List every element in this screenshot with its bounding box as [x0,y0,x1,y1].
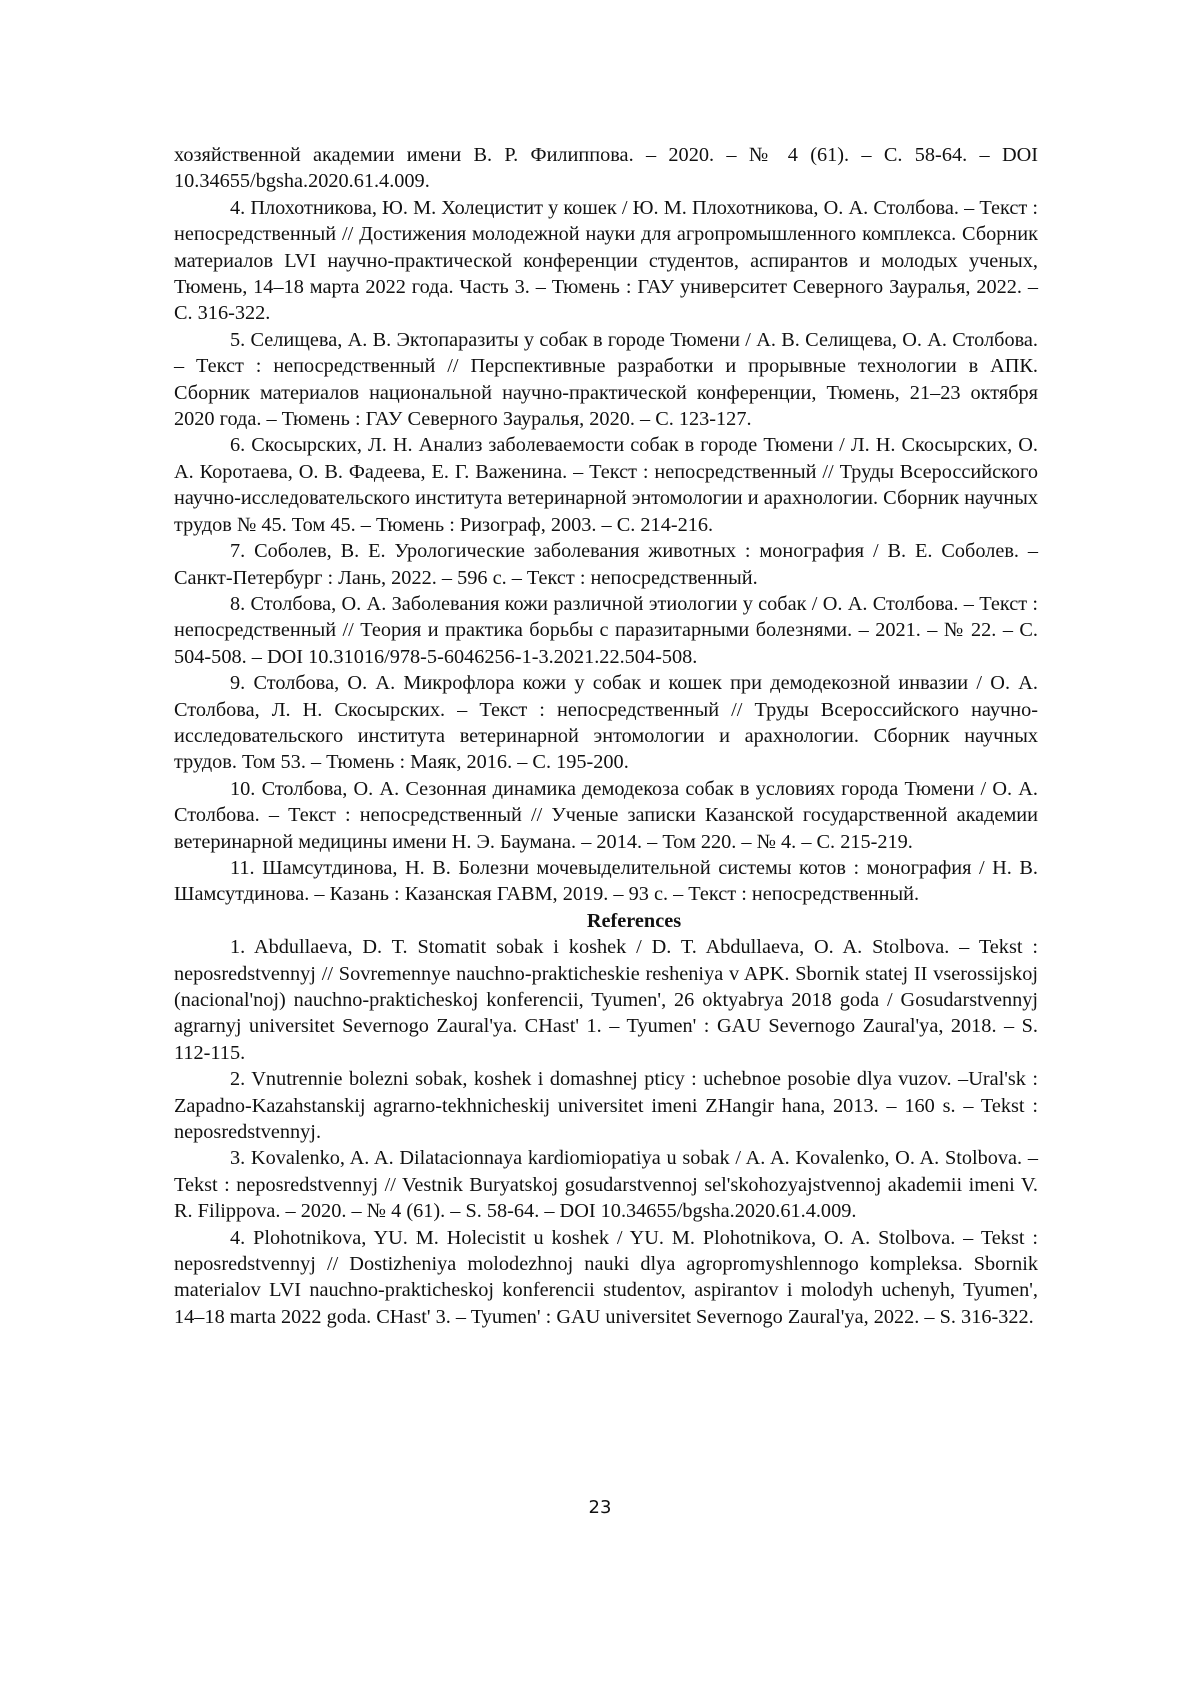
russian-reference-list [174,195,1038,908]
reference-continuation: хозяйственной академии имени В. Р. Филиппова. – 2020. – № 4 (61). – С. 58-64. – DOI 10.34655/bgsha.2020.61.4.009. [174,142,1038,195]
reference-item-en-2: 2. Vnutrennie bolezni sobak, koshek i domashnej pticy : uchebnoe posobie dlya vuzov. –Ural'sk : Zapadno-Kazahstanskij agrarno-tekhnicheskij universitet imeni ZHangir hana, 2013. – 160 s. – Tekst : neposredstvennyj. [174,1066,1038,1145]
reference-item-ru-9: 9. Столбова, О. А. Микрофлора кожи у собак и кошек при демодекозной инвазии / О. А. Столбова, Л. Н. Скосырских. – Текст : непосредственный // Труды Всероссийского научно-исследовательского института ветеринарной энтомологии и арахнологии. Сбор­ник научных трудов. Том 53. – Тюмень : Маяк, 2016. – С. 195-200. [174,670,1038,776]
reference-item-ru-5: 5. Селищева, А. В. Эктопаразиты у собак в городе Тюмени / А. В. Селищева, О. А. Столбова. – Текст : непосредственный // Перспективные разработки и прорывные техно­логии в АПК. Сборник материалов национальной научно-практической конференции, Тюмень, 21–23 октября 2020 года. – Тюмень : ГАУ Северного Зауралья, 2020. – С. 123-127. [174,327,1038,433]
page-number: 23 [0,1497,1200,1518]
references-heading: References [174,908,1038,934]
reference-item-en-1: 1. Abdullaeva, D. T. Stomatit sobak i koshek / D. T. Abdullaeva, O. A. Stolbova. – Tekst : neposredstvennyj // Sovremennye nauchno-prakticheskie resheniya v APK. Sbornik statej II vserossijskoj (nacional'noj) nauchno-prakticheskoj konferencii, Tyumen', 26 oktyabrya 2018 goda / Gosudarstvennyj agrarnyj universitet Severnogo Zaural'ya. CHast' 1. – Tyumen' : GAU Severnogo Zaural'ya, 2018. – S. 112-115. [174,934,1038,1066]
reference-item-en-3: 3. Kovalenko, A. A. Dilatacionnaya kardiomiopatiya u sobak / A. A. Kovalenko, O. A. Stolbova. – Tekst : neposredstvennyj // Vestnik Buryatskoj gosudarstvennoj sel'skohozyajstven­noj akademii imeni V. R. Filippova. – 2020. – № 4 (61). – S. 58-64. – DOI 10.34655/bgsha.2020.61.4.009. [174,1145,1038,1224]
reference-item-ru-8: 8. Столбова, О. А. Заболевания кожи различной этиологии у собак / О. А. Стол­бова. – Текст : непосредственный // Теория и практика борьбы с паразитарными болезня­ми. – 2021. – № 22. – С. 504-508. – DOI 10.31016/978-5-6046256-1-3.2021.22.504-508. [174,591,1038,670]
reference-item-ru-7: 7. Соболев, В. Е. Урологические заболевания животных : монография / В. Е. Со­болев. – Санкт-Петербург : Лань, 2022. – 596 с. – Текст : непосредственный. [174,538,1038,591]
reference-item-ru-4: 4. Плохотникова, Ю. М. Холецистит у кошек / Ю. М. Плохотникова, О. А. Столбо­ва. – Текст : непосредственный // Достижения молодежной науки для агропромышленно­го комплекса. Сборник материалов LVI научно-практической конференции студентов, аспирантов и молодых ученых, Тюмень, 14–18 марта 2022 года. Часть 3. – Тюмень : ГАУ университет Северного Зауралья, 2022. – С. 316-322. [174,195,1038,327]
page-content [174,142,1038,1330]
reference-item-ru-10: 10. Столбова, О. А. Сезонная динамика демодекоза собак в условиях города Тю­мени / О. А. Столбова. – Текст : непосредственный // Ученые записки Казанской государ­ственной академии ветеринарной медицины имени Н. Э. Баумана. – 2014. – Том 220. – № 4. – С. 215-219. [174,776,1038,855]
reference-item-ru-11: 11. Шамсутдинова, Н. В. Болезни мочевыделительной системы котов : моногра­фия / Н. В. Шамсутдинова. – Казань : Казанская ГАВМ, 2019. – 93 с. – Текст : непосред­ственный. [174,855,1038,908]
english-reference-list [174,934,1038,1330]
reference-item-ru-6: 6. Скосырских, Л. Н. Анализ заболеваемости собак в городе Тюмени / Л. Н. Ско­сырских, О. А. Коротаева, О. В. Фадеева, Е. Г. Важенина. – Текст : непосредственный // Труды Всероссийского научно-исследовательского института ветеринарной энтомологии и арахнологии. Сборник научных трудов № 45. Том 45. – Тюмень : Ризограф, 2003. – С. 214-216. [174,432,1038,538]
document-page [0,0,1200,1697]
reference-item-en-4: 4. Plohotnikova, YU. M. Holecistit u koshek / YU. M. Plohotnikova, O. A. Stolbova. – Tekst : neposredstvennyj // Dostizheniya molodezhnoj nauki dlya agropromyshlennogo kom­pleksa. Sbornik materialov LVI nauchno-prakticheskoj konferencii studentov, aspirantov i mo­lodyh uchenyh, Tyumen', 14–18 marta 2022 goda. CHast' 3. – Tyumen' : GAU universitet Severnogo Zaural'ya, 2022. – S. 316-322. [174,1225,1038,1331]
